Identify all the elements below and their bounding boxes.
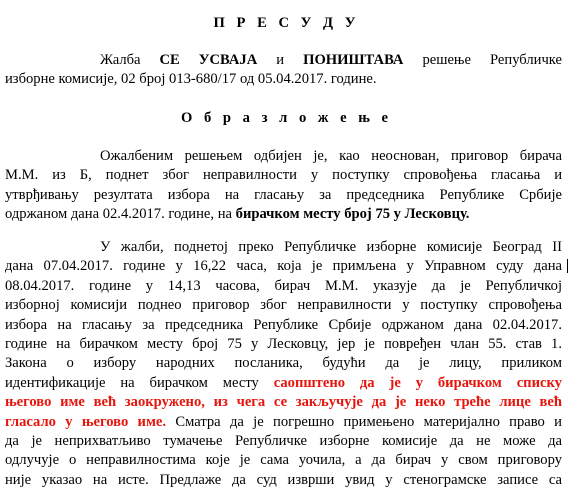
p2-line-2: дана 07.04.2017. године у 16,22 часа, која је примљена у Управном суду дана <box>5 258 562 275</box>
p2-line-3: 08.04.2017. године у 14,13 часова, бирач М.М. указује да је Републичкој <box>5 277 562 294</box>
p2-line-5: избора на гласању за председника Републике Србије одржаном дана 02.04.2017. <box>5 316 562 333</box>
p1-line-4 <box>5 205 562 224</box>
verdict-text: и <box>257 52 304 68</box>
polling-station: бирачком месту број 75 у Лесковцу. <box>235 206 470 223</box>
p2-line-13: није указао на исте. Предлаже да суд изврши увид у стенограмске записе са <box>5 471 562 488</box>
highlighted-text: гласало у његово име. <box>5 413 167 430</box>
verdict-annulled: ПОНИШТАВА <box>303 52 404 68</box>
p2-line-11: да је неприхватљиво тумачење Републичке изборне комисије да не може да <box>5 432 562 449</box>
verdict-accepted: СЕ УСВАЈА <box>159 52 258 68</box>
p2-line-4: изборној комисији поднео приговор због неправилности у поступку спровођења <box>5 297 562 314</box>
verdict-line-2: изборне комисије, 02 број 013-680/17 од 05.04.2017. године. <box>5 71 377 88</box>
p1-line-2: М.М. из Б, поднет због неправилности у поступку спровођења гласања и <box>5 167 562 184</box>
p2-text: идентификације на бирачком месту <box>5 374 274 391</box>
p1-text: одржаном дана 02.4.2017. године, на <box>5 206 236 223</box>
p2-line-6: године на бирачком месту број 75 у Лесковцу, јер је повређен члан 55. став 1. <box>5 335 562 352</box>
text-cursor <box>567 259 568 273</box>
document-title: П Р Е С У Д У <box>213 15 360 31</box>
verdict-text: Жалба <box>100 52 160 68</box>
p2-line-8 <box>5 374 562 393</box>
document-subtitle: О б р а з л о ж е њ е <box>180 110 393 126</box>
verdict-text: решење Републичке <box>403 52 562 68</box>
reasoning-paragraph-2 <box>5 238 562 490</box>
p2-line-10 <box>5 413 562 432</box>
p2-line-12: одлучује о неправилностима које је сама уочила, а да бирач у свом приговору <box>5 452 562 469</box>
p2-line-9: његово име већ заокружено, из чега се закључује да је неко треће лице већ <box>5 394 562 411</box>
p2-text: Сматра да је погрешно примењено материјално право и <box>166 413 562 430</box>
p2-line-7: Закона о избору народних посланика, будући да је лицу, приликом <box>5 355 562 372</box>
p1-line-1: Ожалбеним решењем одбијен је, као неоснован, приговор бирача <box>100 148 562 164</box>
p1-line-3: утврђивању резултата избора на гласању за председника Републике Србије <box>5 186 562 203</box>
highlighted-text: саопштено да је у бирачком списку <box>273 374 562 391</box>
p2-line-1: У жалби, поднетој преко Републичке изборне комисије Београд II <box>100 239 562 255</box>
verdict-line-1 <box>5 51 562 70</box>
verdict-paragraph <box>5 51 562 90</box>
reasoning-paragraph-1 <box>5 147 562 225</box>
